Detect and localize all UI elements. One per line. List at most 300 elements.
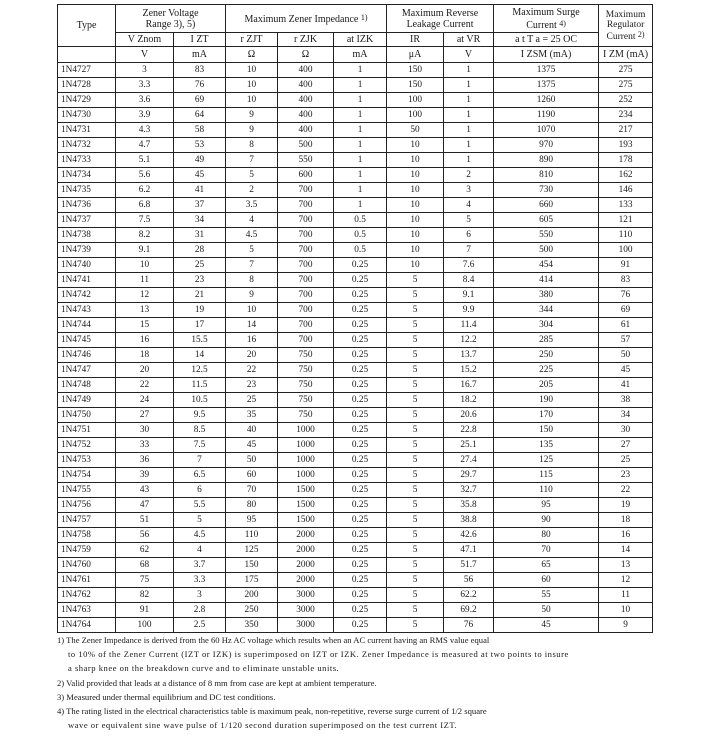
cell-izm: 110	[599, 228, 653, 243]
cell-vr: 7.6	[444, 258, 494, 273]
cell-type: 1N4740	[58, 258, 116, 273]
cell-izm: 22	[599, 483, 653, 498]
cell-izsm: 135	[494, 438, 599, 453]
cell-rzjt: 3.5	[226, 198, 278, 213]
cell-vznom: 39	[116, 468, 174, 483]
cell-rzjk: 2000	[278, 558, 334, 573]
cell-type: 1N4731	[58, 123, 116, 138]
cell-vznom: 27	[116, 408, 174, 423]
cell-ir: 5	[387, 393, 444, 408]
cell-type: 1N4741	[58, 273, 116, 288]
cell-rzjk: 1000	[278, 453, 334, 468]
cell-rzjt: 45	[226, 438, 278, 453]
table-row	[58, 243, 653, 258]
cell-rzjt: 250	[226, 603, 278, 618]
cell-izm: 19	[599, 498, 653, 513]
cell-izt: 3.7	[174, 558, 226, 573]
unit-ohm-rzjt: Ω	[226, 47, 278, 63]
cell-vznom: 5.6	[116, 168, 174, 183]
note-4-line-2: wave or equivalent sine wave pulse of 1/120 second duration superimposed on the test current IZT.	[68, 720, 458, 731]
cell-izsm: 170	[494, 408, 599, 423]
cell-rzjt: 10	[226, 63, 278, 78]
cell-izk: 0.25	[334, 303, 387, 318]
cell-izk: 0.25	[334, 288, 387, 303]
cell-izm: 275	[599, 78, 653, 93]
cell-ir: 10	[387, 153, 444, 168]
cell-ir: 5	[387, 543, 444, 558]
cell-type: 1N4747	[58, 363, 116, 378]
cell-type: 1N4759	[58, 543, 116, 558]
cell-izt: 76	[174, 78, 226, 93]
cell-izsm: 50	[494, 603, 599, 618]
cell-izm: 30	[599, 423, 653, 438]
cell-vr: 25.1	[444, 438, 494, 453]
cell-rzjt: 10	[226, 303, 278, 318]
cell-vznom: 9.1	[116, 243, 174, 258]
cell-type: 1N4750	[58, 408, 116, 423]
cell-vr: 47.1	[444, 543, 494, 558]
cell-izm: 57	[599, 333, 653, 348]
cell-izm: 76	[599, 288, 653, 303]
table-row	[58, 183, 653, 198]
cell-izt: 37	[174, 198, 226, 213]
cell-vznom: 30	[116, 423, 174, 438]
cell-rzjk: 700	[278, 228, 334, 243]
sub-izt: I ZT	[174, 33, 226, 47]
unit-ma: mA	[174, 47, 226, 63]
cell-vznom: 24	[116, 393, 174, 408]
cell-ir: 5	[387, 498, 444, 513]
zener-voltage-line1: Zener Voltage	[142, 7, 199, 19]
cell-rzjt: 9	[226, 108, 278, 123]
cell-vznom: 3.3	[116, 78, 174, 93]
cell-izt: 5.5	[174, 498, 226, 513]
cell-izt: 34	[174, 213, 226, 228]
cell-rzjk: 700	[278, 318, 334, 333]
cell-izm: 12	[599, 573, 653, 588]
cell-ir: 100	[387, 108, 444, 123]
cell-izm: 121	[599, 213, 653, 228]
table-row	[58, 333, 653, 348]
cell-vznom: 4.3	[116, 123, 174, 138]
cell-izsm: 225	[494, 363, 599, 378]
cell-vr: 2	[444, 168, 494, 183]
cell-type: 1N4727	[58, 63, 116, 78]
cell-izk: 0.25	[334, 423, 387, 438]
sub-rzjk: r ZJK	[278, 33, 334, 47]
cell-ir: 5	[387, 288, 444, 303]
cell-rzjk: 700	[278, 333, 334, 348]
cell-ir: 5	[387, 528, 444, 543]
cell-rzjk: 400	[278, 93, 334, 108]
cell-vr: 8.4	[444, 273, 494, 288]
note-2: 2) Valid provided that leads at a distance of 8 mm from case are kept at ambient temperature.	[57, 677, 377, 688]
cell-rzjt: 4	[226, 213, 278, 228]
cell-rzjt: 60	[226, 468, 278, 483]
cell-rzjt: 7	[226, 258, 278, 273]
cell-izt: 10.5	[174, 393, 226, 408]
cell-vr: 32.7	[444, 483, 494, 498]
cell-rzjk: 550	[278, 153, 334, 168]
cell-type: 1N4755	[58, 483, 116, 498]
cell-izt: 14	[174, 348, 226, 363]
cell-vznom: 13	[116, 303, 174, 318]
cell-izk: 0.5	[334, 213, 387, 228]
unit-v: V	[116, 47, 174, 63]
cell-izk: 0.25	[334, 393, 387, 408]
cell-izsm: 660	[494, 198, 599, 213]
cell-type: 1N4745	[58, 333, 116, 348]
max-regulator-line3: Current	[606, 31, 636, 42]
table-row	[58, 63, 653, 78]
cell-ir: 10	[387, 243, 444, 258]
cell-izt: 25	[174, 258, 226, 273]
cell-rzjt: 350	[226, 618, 278, 633]
cell-izsm: 205	[494, 378, 599, 393]
cell-rzjk: 2000	[278, 543, 334, 558]
cell-rzjt: 50	[226, 453, 278, 468]
cell-izt: 9.5	[174, 408, 226, 423]
cell-rzjt: 5	[226, 243, 278, 258]
unit-ma-izk: mA	[334, 47, 387, 63]
cell-izm: 23	[599, 468, 653, 483]
cell-izk: 0.25	[334, 333, 387, 348]
cell-rzjt: 16	[226, 333, 278, 348]
cell-rzjk: 700	[278, 273, 334, 288]
max-regulator-line2: Regulator	[606, 19, 645, 30]
cell-ir: 5	[387, 273, 444, 288]
cell-ir: 5	[387, 303, 444, 318]
cell-type: 1N4744	[58, 318, 116, 333]
table-row	[58, 78, 653, 93]
cell-izm: 25	[599, 453, 653, 468]
cell-ir: 150	[387, 63, 444, 78]
cell-izsm: 344	[494, 303, 599, 318]
note-ref-4: 4)	[559, 18, 566, 28]
col-max-zener-impedance-header	[226, 5, 387, 33]
cell-izsm: 285	[494, 333, 599, 348]
cell-izm: 193	[599, 138, 653, 153]
cell-type: 1N4729	[58, 93, 116, 108]
max-surge-line1: Maximum Surge	[512, 6, 580, 18]
cell-type: 1N4757	[58, 513, 116, 528]
table-row	[58, 123, 653, 138]
cell-izsm: 1375	[494, 78, 599, 93]
sub-ir: IR	[387, 33, 444, 47]
cell-izm: 100	[599, 243, 653, 258]
table-row	[58, 588, 653, 603]
cell-izk: 0.25	[334, 468, 387, 483]
unit-v-vr: V	[444, 47, 494, 63]
cell-vr: 1	[444, 108, 494, 123]
cell-rzjk: 700	[278, 198, 334, 213]
table-row	[58, 273, 653, 288]
cell-izsm: 304	[494, 318, 599, 333]
cell-ir: 5	[387, 483, 444, 498]
cell-vr: 76	[444, 618, 494, 633]
cell-izsm: 70	[494, 543, 599, 558]
unit-izm: I ZM (mA)	[599, 47, 653, 63]
cell-izsm: 110	[494, 483, 599, 498]
cell-vr: 3	[444, 183, 494, 198]
cell-rzjk: 2000	[278, 528, 334, 543]
cell-izm: 217	[599, 123, 653, 138]
cell-vznom: 91	[116, 603, 174, 618]
cell-izm: 45	[599, 363, 653, 378]
cell-rzjt: 80	[226, 498, 278, 513]
cell-izsm: 115	[494, 468, 599, 483]
cell-vr: 6	[444, 228, 494, 243]
cell-izm: 234	[599, 108, 653, 123]
cell-izsm: 150	[494, 423, 599, 438]
note-1-line-1: 1) The Zener Impedance is derived from the 60 Hz AC voltage which results when an AC current having an RMS value equal	[57, 635, 490, 645]
cell-izt: 83	[174, 63, 226, 78]
col-max-regulator-header	[599, 5, 653, 47]
cell-rzjt: 4.5	[226, 228, 278, 243]
max-surge-line2: Current	[526, 19, 557, 31]
cell-izt: 17	[174, 318, 226, 333]
cell-rzjk: 1000	[278, 438, 334, 453]
cell-ir: 150	[387, 78, 444, 93]
cell-vznom: 82	[116, 588, 174, 603]
cell-vznom: 16	[116, 333, 174, 348]
cell-rzjt: 2	[226, 183, 278, 198]
table-row	[58, 198, 653, 213]
cell-vr: 7	[444, 243, 494, 258]
cell-vr: 27.4	[444, 453, 494, 468]
cell-izk: 0.25	[334, 618, 387, 633]
cell-vr: 42.6	[444, 528, 494, 543]
cell-rzjt: 7	[226, 153, 278, 168]
cell-vznom: 100	[116, 618, 174, 633]
cell-izm: 9	[599, 618, 653, 633]
cell-izsm: 1190	[494, 108, 599, 123]
cell-izt: 28	[174, 243, 226, 258]
cell-izt: 5	[174, 513, 226, 528]
cell-izk: 1	[334, 183, 387, 198]
col-max-reverse-leakage-header	[387, 5, 494, 33]
table-row	[58, 108, 653, 123]
cell-rzjk: 1500	[278, 498, 334, 513]
cell-izt: 11.5	[174, 378, 226, 393]
cell-izsm: 414	[494, 273, 599, 288]
cell-izm: 91	[599, 258, 653, 273]
cell-ir: 5	[387, 468, 444, 483]
cell-vr: 4	[444, 198, 494, 213]
cell-rzjt: 8	[226, 273, 278, 288]
col-zener-voltage-header	[116, 5, 226, 33]
cell-izm: 69	[599, 303, 653, 318]
cell-rzjk: 700	[278, 213, 334, 228]
table-row	[58, 138, 653, 153]
cell-izk: 0.5	[334, 243, 387, 258]
cell-izk: 0.25	[334, 483, 387, 498]
cell-rzjk: 1000	[278, 423, 334, 438]
cell-rzjt: 175	[226, 573, 278, 588]
cell-vznom: 6.2	[116, 183, 174, 198]
cell-izm: 16	[599, 528, 653, 543]
cell-rzjt: 9	[226, 288, 278, 303]
table-row	[58, 303, 653, 318]
cell-ir: 5	[387, 423, 444, 438]
table-row	[58, 513, 653, 528]
cell-type: 1N4754	[58, 468, 116, 483]
table-row	[58, 408, 653, 423]
note-4-line-1: 4) The rating listed in the electrical characteristics table is maximum peak, non-repetitive, reverse surge current of 1/2 square	[57, 706, 487, 717]
cell-rzjt: 8	[226, 138, 278, 153]
cell-izt: 3	[174, 588, 226, 603]
cell-izm: 133	[599, 198, 653, 213]
cell-type: 1N4733	[58, 153, 116, 168]
cell-vznom: 3.6	[116, 93, 174, 108]
cell-rzjt: 14	[226, 318, 278, 333]
note-ref-1: 1)	[360, 13, 368, 22]
cell-izsm: 550	[494, 228, 599, 243]
cell-rzjk: 700	[278, 288, 334, 303]
cell-type: 1N4763	[58, 603, 116, 618]
cell-izt: 2.5	[174, 618, 226, 633]
cell-vr: 13.7	[444, 348, 494, 363]
cell-vznom: 3.9	[116, 108, 174, 123]
table-row	[58, 213, 653, 228]
cell-vznom: 18	[116, 348, 174, 363]
table-row	[58, 423, 653, 438]
unit-izsm: I ZSM (mA)	[494, 47, 599, 63]
cell-vznom: 56	[116, 528, 174, 543]
cell-ir: 5	[387, 603, 444, 618]
cell-rzjt: 150	[226, 558, 278, 573]
cell-izm: 14	[599, 543, 653, 558]
cell-izk: 0.25	[334, 558, 387, 573]
cell-izsm: 190	[494, 393, 599, 408]
unit-type-blank	[58, 47, 116, 63]
cell-izsm: 1375	[494, 63, 599, 78]
cell-vr: 1	[444, 138, 494, 153]
cell-rzjk: 700	[278, 258, 334, 273]
cell-type: 1N4738	[58, 228, 116, 243]
cell-type: 1N4760	[58, 558, 116, 573]
cell-izk: 0.25	[334, 543, 387, 558]
cell-izt: 45	[174, 168, 226, 183]
max-reverse-line1: Maximum Reverse	[401, 7, 479, 19]
cell-type: 1N4728	[58, 78, 116, 93]
cell-izsm: 730	[494, 183, 599, 198]
cell-izt: 8.5	[174, 423, 226, 438]
cell-rzjt: 5	[226, 168, 278, 183]
cell-izt: 7.5	[174, 438, 226, 453]
cell-vr: 11.4	[444, 318, 494, 333]
cell-izm: 34	[599, 408, 653, 423]
cell-rzjk: 700	[278, 303, 334, 318]
cell-vznom: 36	[116, 453, 174, 468]
cell-izk: 1	[334, 138, 387, 153]
table-row	[58, 288, 653, 303]
cell-izm: 275	[599, 63, 653, 78]
cell-rzjk: 400	[278, 123, 334, 138]
cell-rzjk: 700	[278, 243, 334, 258]
cell-vr: 1	[444, 93, 494, 108]
cell-vr: 1	[444, 123, 494, 138]
cell-ir: 10	[387, 198, 444, 213]
cell-vr: 9.1	[444, 288, 494, 303]
cell-vznom: 5.1	[116, 153, 174, 168]
cell-izt: 4	[174, 543, 226, 558]
cell-rzjk: 1500	[278, 513, 334, 528]
cell-izm: 13	[599, 558, 653, 573]
datasheet	[57, 4, 652, 732]
max-regulator-line1: Maximum	[605, 9, 646, 20]
cell-rzjt: 25	[226, 393, 278, 408]
cell-ir: 5	[387, 588, 444, 603]
cell-izsm: 810	[494, 168, 599, 183]
cell-type: 1N4753	[58, 453, 116, 468]
cell-ir: 100	[387, 93, 444, 108]
cell-izk: 0.5	[334, 228, 387, 243]
cell-izk: 1	[334, 153, 387, 168]
cell-rzjt: 70	[226, 483, 278, 498]
cell-ir: 5	[387, 333, 444, 348]
cell-izt: 12.5	[174, 363, 226, 378]
spec-table-body	[58, 63, 653, 633]
cell-izm: 27	[599, 438, 653, 453]
cell-izsm: 890	[494, 153, 599, 168]
table-row	[58, 528, 653, 543]
cell-vznom: 75	[116, 573, 174, 588]
cell-izm: 11	[599, 588, 653, 603]
cell-izsm: 605	[494, 213, 599, 228]
cell-izt: 69	[174, 93, 226, 108]
cell-type: 1N4748	[58, 378, 116, 393]
cell-izsm: 970	[494, 138, 599, 153]
zener-spec-table	[57, 4, 653, 633]
cell-vr: 1	[444, 63, 494, 78]
cell-izk: 1	[334, 93, 387, 108]
cell-vznom: 20	[116, 363, 174, 378]
cell-ir: 10	[387, 213, 444, 228]
cell-type: 1N4751	[58, 423, 116, 438]
cell-vr: 15.2	[444, 363, 494, 378]
cell-rzjk: 700	[278, 183, 334, 198]
cell-vr: 1	[444, 78, 494, 93]
cell-vr: 18.2	[444, 393, 494, 408]
cell-vznom: 12	[116, 288, 174, 303]
cell-rzjk: 600	[278, 168, 334, 183]
note-ref-2: 2)	[637, 29, 645, 39]
cell-ir: 10	[387, 228, 444, 243]
cell-izk: 0.25	[334, 528, 387, 543]
table-row	[58, 438, 653, 453]
cell-izk: 0.25	[334, 363, 387, 378]
zener-voltage-line2: Range 3), 5)	[145, 18, 196, 30]
cell-ir: 5	[387, 318, 444, 333]
cell-rzjk: 750	[278, 408, 334, 423]
cell-rzjk: 500	[278, 138, 334, 153]
cell-vznom: 8.2	[116, 228, 174, 243]
cell-vr: 20.6	[444, 408, 494, 423]
cell-rzjk: 400	[278, 108, 334, 123]
cell-type: 1N4756	[58, 498, 116, 513]
cell-vznom: 43	[116, 483, 174, 498]
cell-vznom: 22	[116, 378, 174, 393]
cell-izt: 58	[174, 123, 226, 138]
col-type-header: Type	[58, 5, 116, 47]
table-row	[58, 483, 653, 498]
table-row	[58, 93, 653, 108]
cell-rzjt: 35	[226, 408, 278, 423]
cell-ir: 5	[387, 408, 444, 423]
cell-izk: 0.25	[334, 348, 387, 363]
cell-izk: 0.25	[334, 573, 387, 588]
